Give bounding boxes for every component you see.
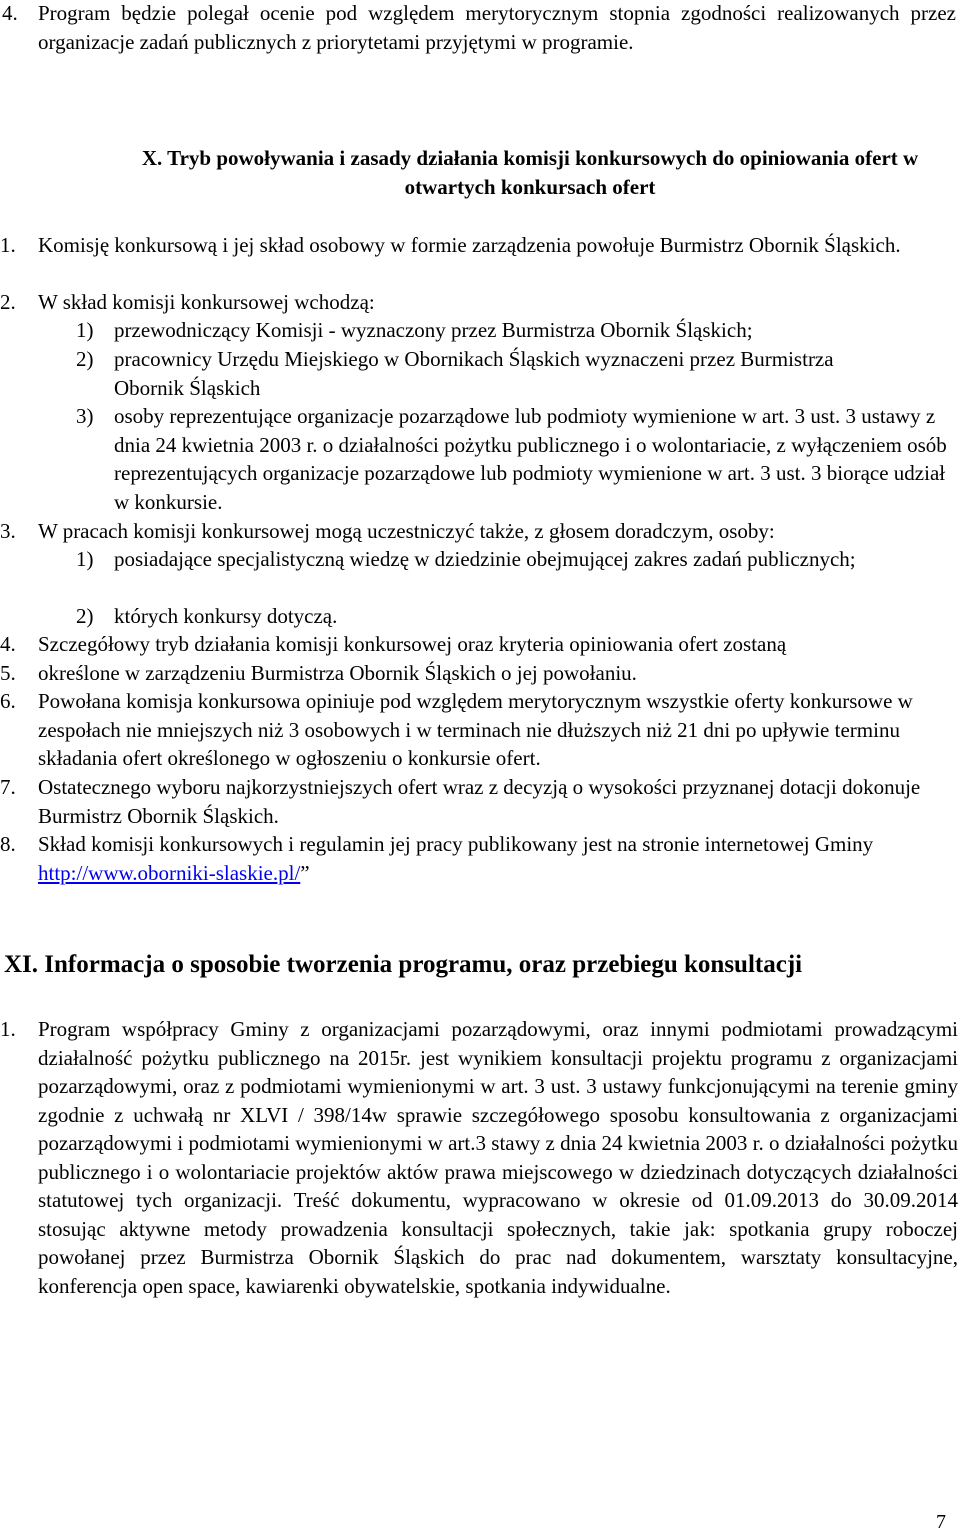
sub-item-text: posiadające specjalistyczną wiedzę w dziedzinie obejmującej zakres zadań publicznych; <box>114 547 856 571</box>
item-text: Ostatecznego wyboru najkorzystniejszych ofert wraz z decyzją o wysokości przyznanej dotacji dokonuje Burmistrz Obornik Śląskich. <box>38 775 921 828</box>
sub-item-number: 2) <box>76 347 94 371</box>
item-text <box>38 830 956 887</box>
item-text: Komisję konkursową i jej skład osobowy w formie zarządzenia powołuje Burmistrz Obornik Śląskich. <box>38 233 901 257</box>
item-text: Program współpracy Gminy z organizacjami pozarządowymi, oraz innymi podmiotami prowadzącymi działalność pożytku publicznego na 2015r. jest wynikiem konsultacji projektu programu z organizacjami pozarządowymi, oraz z podmiotami wymienionymi w art. 3 ust. 3 ustawy funkcjonującymi na terenie gminy zgodnie z uchwałą nr XLVI / 398/14w sprawie szczegółowego sposobu konsultowania z organizacjami pozarządowymi i podmiotami wymienionymi w art.3 stawy z dnia 24 kwietnia 2003 r. o działalności pożytku publicznego i o wolontariacie projektów aktów prawa miejscowego w dziedzinach dotyczących działalności statutowej tych organizacji. Treść dokumentu, wypracowano w okresie od 01.09.2013 do 30.09.2014 stosując aktywne metody prowadzenia konsultacji społecznych, takie jak: spotkania grupy roboczej powołanej przez Burmistrza Obornik Śląskich do prac nad dokumentem, warsztaty konsultacyjne, konferencja open space, kawiarenki obywatelskie, spotkania indywidualne. <box>38 1017 958 1298</box>
list-item <box>0 288 956 317</box>
sub-item-number: 2) <box>76 604 94 628</box>
sub-item-text: których konkursy dotyczą. <box>114 604 338 628</box>
item-number: 1. <box>0 233 16 257</box>
item-number: 8. <box>0 832 16 856</box>
sub-list-item <box>76 545 856 574</box>
sub-item-text: przewodniczący Komisji - wyznaczony przez Burmistrza Obornik Śląskich; <box>114 318 753 342</box>
list-item <box>0 830 956 887</box>
item-number: 2. <box>0 290 16 314</box>
item-number: 6. <box>0 689 16 713</box>
list-item <box>2 0 956 56</box>
sub-item-text: pracownicy Urzędu Miejskiego w Obornikach Śląskich wyznaczeni przez Burmistrza Obornik Śląskich <box>114 347 834 400</box>
list-item <box>0 773 956 830</box>
item-number: 4. <box>2 1 18 25</box>
list-item <box>0 630 956 659</box>
item-text: określone w zarządzeniu Burmistrza Obornik Śląskich o jej powołaniu. <box>38 661 637 685</box>
page-number: 7 <box>936 1511 946 1533</box>
item-text: Szczegółowy tryb działania komisji konkursowej oraz kryteria opiniowania ofert zostaną <box>38 632 787 656</box>
section-heading: X. Tryb powoływania i zasady działania komisji konkursowych do opiniowania ofert w otwartych konkursach ofert <box>141 146 919 199</box>
item-number: 1. <box>0 1017 16 1041</box>
item-text: W pracach komisji konkursowej mogą uczestniczyć także, z głosem doradczym, osoby: <box>38 519 775 543</box>
list-item <box>0 517 956 546</box>
list-item <box>0 231 956 260</box>
item-text: W skład komisji konkursowej wchodzą: <box>38 290 375 314</box>
item-text: Program będzie polegał ocenie pod względem merytorycznym stopnia zgodności realizowanych przez organizacje zadań publicznych z priorytetami przyjętymi w programie. <box>38 1 956 54</box>
sub-list-item <box>76 402 956 516</box>
sub-item-number: 1) <box>76 547 94 571</box>
sub-list-item <box>76 345 856 402</box>
list-item <box>0 687 956 773</box>
list-item <box>0 1015 958 1300</box>
item-number: 4. <box>0 632 16 656</box>
item-text: Powołana komisja konkursowa opiniuje pod względem merytorycznym wszystkie oferty konkursowe w zespołach nie mniejszych niż 3 osobowych i w terminach nie dłuższych niż 21 dni po upływie terminu składania ofert określonego w ogłoszeniu o konkursie ofert. <box>38 689 913 770</box>
sub-item-number: 1) <box>76 318 94 342</box>
closing-quote: ” <box>300 860 310 885</box>
list-item <box>0 659 956 688</box>
item-number: 3. <box>0 519 16 543</box>
sub-list-item <box>76 602 956 631</box>
item-text-lead: Skład komisji konkursowych i regulamin jej pracy publikowany jest na stronie internetowej Gminy <box>38 832 874 856</box>
item-number: 5. <box>0 661 16 685</box>
website-link[interactable]: http://www.oborniki-slaskie.pl/ <box>38 860 301 885</box>
sub-item-text: osoby reprezentujące organizacje pozarządowe lub podmioty wymienione w art. 3 ust. 3 ustawy z dnia 24 kwietnia 2003 r. o działalności pożytku publicznego i o wolontariacie, z wyłączeniem osób reprezentujących organizacje pozarządowe lub podmioty wymienione w art. 3 ust. 3 biorące udział w konkursie. <box>114 404 947 514</box>
item-number: 7. <box>0 775 16 799</box>
sub-item-number: 3) <box>76 404 94 428</box>
section-heading: XI. Informacja o sposobie tworzenia programu, oraz przebiegu konsultacji <box>4 951 803 978</box>
sub-list-item <box>76 316 956 345</box>
